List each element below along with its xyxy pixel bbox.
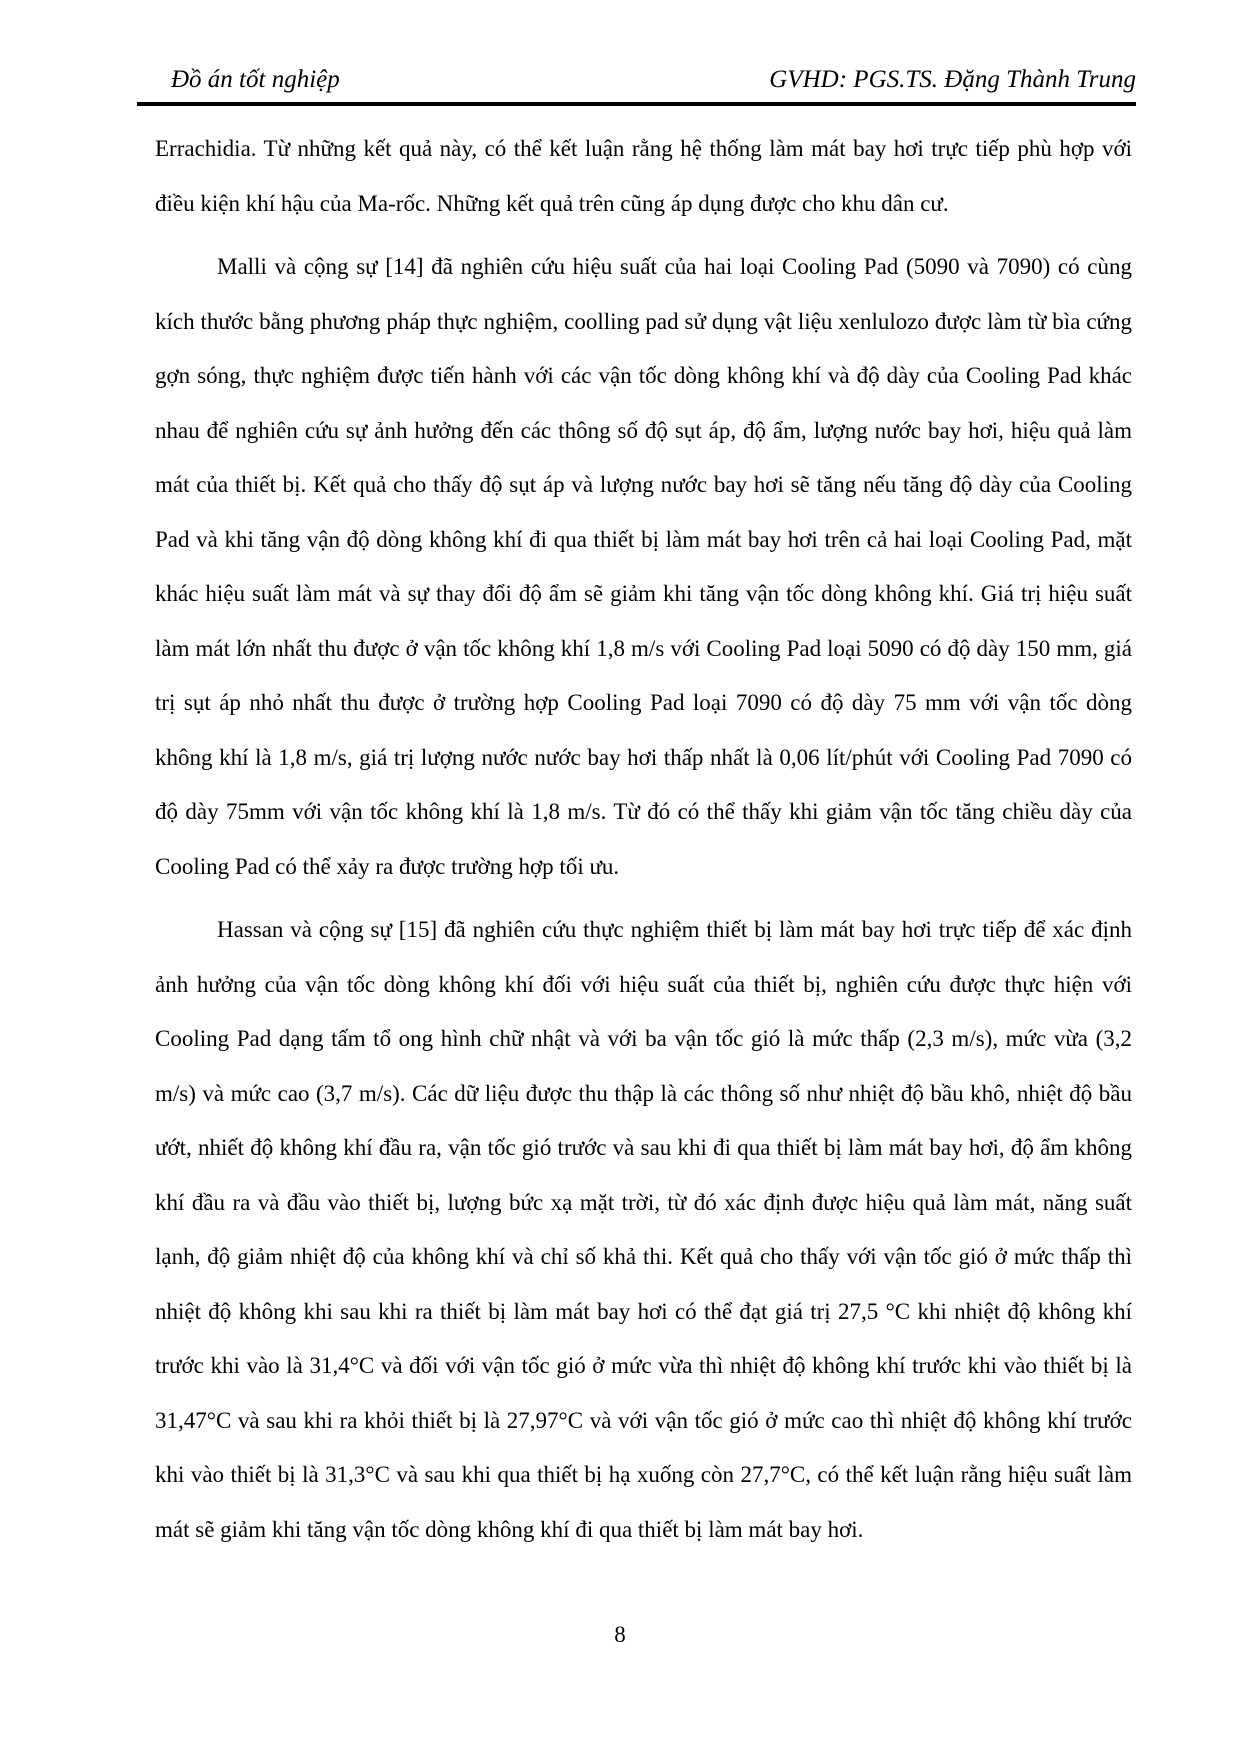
header-document-title: Đồ án tốt nghiệp [171,66,340,93]
page-footer [0,1608,1240,1662]
page-number: 8 [614,1622,626,1647]
document-body [155,122,1132,1566]
paragraph-hassan-study: Hassan và cộng sự [15] đã nghiên cứu thực nghiệm thiết bị làm mát bay hơi trực tiếp để xác định ảnh hưởng của vận tốc dòng không khí đối với hiệu suất của thiết bị, nghiên cứu được thực hiện với Cooling Pad dạng tấm tổ ong hình chữ nhật và với ba vận tốc gió là mức thấp (2,3 m/s), mức vừa (3,2 m/s) và mức cao (3,7 m/s). Các dữ liệu được thu thập là các thông số như nhiệt độ bầu khô, nhiệt độ bầu ướt, nhiết độ không khí đầu ra, vận tốc gió trước và sau khi đi qua thiết bị làm mát bay hơi, độ ẩm không khí đầu ra và đầu vào thiết bị, lượng bức xạ mặt trời, từ đó xác định được hiệu quả làm mát, năng suất lạnh, độ giảm nhiệt độ của không khí và chỉ số khả thi. Kết quả cho thấy với vận tốc gió ở mức thấp thì nhiệt độ không khi sau khi ra thiết bị làm mát bay hơi có thể đạt giá trị 27,5 °C khi nhiệt độ không khí trước khi vào là 31,4°C và đối với vận tốc gió ở mức vừa thì nhiệt độ không khí trước khi vào thiết bị là 31,47°C và sau khi ra khỏi thiết bị là 27,97°C và với vận tốc gió ở mức cao thì nhiệt độ không khí trước khi vào thiết bị là 31,3°C và sau khi qua thiết bị hạ xuống còn 27,7°C, có thể kết luận rằng hiệu suất làm mát sẽ giảm khi tăng vận tốc dòng không khí đi qua thiết bị làm mát bay hơi. [155,917,1132,1542]
header-row [137,66,1136,94]
header-supervisor: GVHD: PGS.TS. Đặng Thành Trung [769,66,1136,93]
page-header [137,66,1136,106]
paragraph-malli-study: Malli và cộng sự [14] đã nghiên cứu hiệu suất của hai loại Cooling Pad (5090 và 7090) có cùng kích thước bằng phương pháp thực nghiệm, coolling pad sử dụng vật liệu xenlulozo được làm từ bìa cứng gợn sóng, thực nghiệm được tiến hành với các vận tốc dòng không khí và độ dày của Cooling Pad khác nhau để nghiên cứu sự ảnh hưởng đến các thông số độ sụt áp, độ ẩm, lượng nước bay hơi, hiệu quả làm mát của thiết bị. Kết quả cho thấy độ sụt áp và lượng nước bay hơi sẽ tăng nếu tăng độ dày của Cooling Pad và khi tăng vận độ dòng không khí đi qua thiết bị làm mát bay hơi trên cả hai loại Cooling Pad, mặt khác hiệu suất làm mát và sự thay đổi độ ẩm sẽ giảm khi tăng vận tốc dòng không khí. Giá trị hiệu suất làm mát lớn nhất thu được ở vận tốc không khí 1,8 m/s với Cooling Pad loại 5090 có độ dày 150 mm, giá trị sụt áp nhỏ nhất thu được ở trường hợp Cooling Pad loại 7090 có độ dày 75 mm với vận tốc dòng không khí là 1,8 m/s, giá trị lượng nước nước bay hơi thấp nhất là 0,06 lít/phút với Cooling Pad 7090 có độ dày 75mm với vận tốc không khí là 1,8 m/s. Từ đó có thể thấy khi giảm vận tốc tăng chiều dày của Cooling Pad có thể xảy ra được trường hợp tối ưu. [155,254,1132,879]
paragraph-errachidia-conclusion: Errachidia. Từ những kết quả này, có thể kết luận rằng hệ thống làm mát bay hơi trực tiếp phù hợp với điều kiện khí hậu của Ma-rốc. Những kết quả trên cũng áp dụng được cho khu dân cư. [155,136,1132,216]
